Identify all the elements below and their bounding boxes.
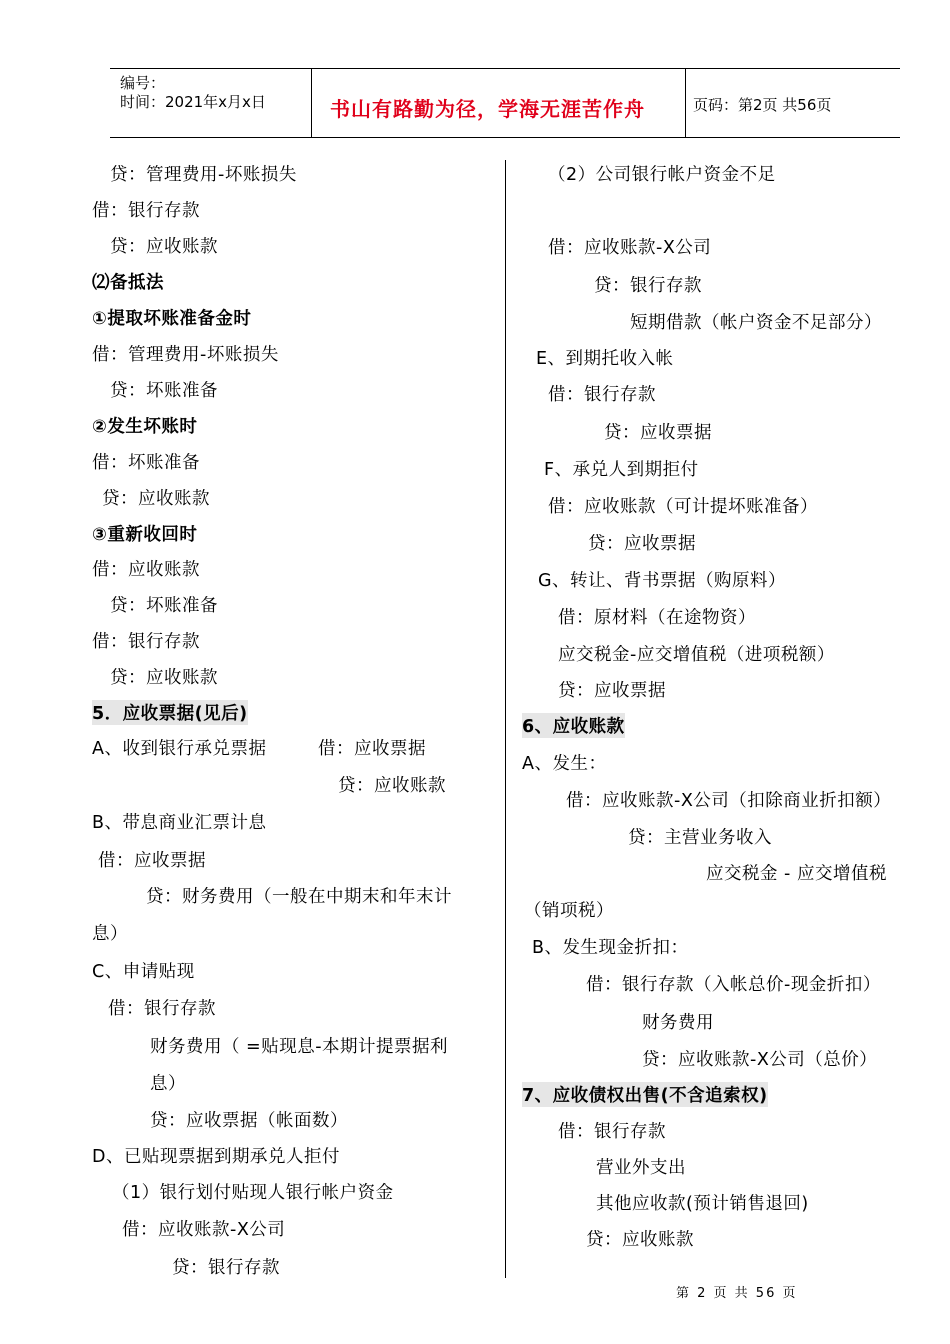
- motto-cell: [311, 69, 686, 137]
- section-heading: ③重新收回时: [92, 525, 198, 545]
- section-heading: ⑵备抵法: [92, 273, 164, 293]
- right-line: B、发生现金折扣：: [532, 938, 689, 958]
- left-line: 借：应收票据: [98, 851, 206, 871]
- right-line: E、到期托收入帐: [536, 349, 674, 369]
- right-line: （销项税）: [524, 901, 614, 921]
- right-line: 贷：应收票据: [558, 681, 666, 701]
- left-line: 贷：应收账款: [110, 237, 218, 257]
- left-line: 财务费用（ =贴现息-本期计提票据利: [150, 1037, 449, 1057]
- right-line: 贷：主营业务收入: [628, 828, 772, 848]
- left-line: 息）: [92, 924, 128, 944]
- left-line: 借：银行存款: [108, 999, 216, 1019]
- right-line: 贷：应收票据: [604, 423, 712, 443]
- section-heading: 6、应收账款: [522, 713, 625, 738]
- left-line: 借：应收账款: [92, 560, 200, 580]
- right-line: 借：原材料（在途物资）: [558, 608, 756, 628]
- page-footer: 第 2 页 共 56 页: [676, 1286, 798, 1301]
- right-line: 其他应收款(预计销售退回): [596, 1194, 809, 1214]
- left-line: 贷：应收票据（帐面数）: [150, 1111, 348, 1131]
- right-line: 财务费用: [642, 1013, 714, 1033]
- right-line: 借：银行存款: [548, 385, 656, 405]
- column-divider: [505, 160, 506, 1278]
- right-line: 营业外支出: [596, 1158, 686, 1178]
- left-line: 借：坏账准备: [92, 453, 200, 473]
- section-heading: ②发生坏账时: [92, 417, 198, 437]
- left-line: 贷：应收账款: [338, 776, 446, 796]
- left-line: 贷：应收账款: [102, 489, 210, 509]
- right-line: 贷：银行存款: [594, 276, 702, 296]
- right-line: 贷：应收账款-X公司（总价）: [642, 1050, 878, 1070]
- left-line: 借：应收票据: [318, 739, 426, 759]
- section-heading: 7、应收债权出售(不含追索权): [522, 1082, 768, 1107]
- right-line: 借：银行存款（入帐总价-现金折扣）: [586, 975, 881, 995]
- right-line: 贷：应收账款: [586, 1230, 694, 1250]
- section-heading: ①提取坏账准备金时: [92, 309, 252, 329]
- left-line: 借：银行存款: [92, 201, 200, 221]
- right-line: A、发生：: [522, 754, 607, 774]
- left-line: （1）银行划付贴现人银行帐户资金: [112, 1183, 394, 1203]
- left-line: 借：应收账款-X公司: [122, 1220, 286, 1240]
- right-line: 应交税金-应交增值税（进项税额）: [558, 645, 835, 665]
- page-info: 页码：第2页 共56页: [693, 96, 832, 114]
- left-line: 息）: [150, 1074, 186, 1094]
- right-line: 借：应收账款-X公司: [548, 238, 712, 258]
- right-line: 借：银行存款: [558, 1122, 666, 1142]
- left-line: 贷：财务费用（一般在中期末和年末计: [146, 887, 452, 907]
- right-line: 贷：应收票据: [588, 534, 696, 554]
- right-line: F、承兑人到期拒付: [544, 460, 699, 480]
- section-heading: 5．应收票据(见后): [92, 700, 248, 725]
- time-label: 时间：2021年x月x日: [120, 93, 266, 111]
- left-line: 贷：管理费用-坏账损失: [110, 165, 297, 185]
- left-line: C、申请贴现: [92, 962, 195, 982]
- left-line: 贷：坏账准备: [110, 596, 218, 616]
- right-line: （2）公司银行帐户资金不足: [548, 165, 776, 185]
- right-line: 应交税金 - 应交增值税: [706, 864, 887, 884]
- left-line: 贷：银行存款: [172, 1258, 280, 1278]
- right-line: G、转让、背书票据（购原料）: [538, 571, 787, 591]
- left-line: 借：银行存款: [92, 632, 200, 652]
- number-label: 编号：: [120, 74, 166, 92]
- motto: 书山有路勤为径，学海无涯苦作舟: [330, 97, 645, 121]
- left-line: B、带息商业汇票计息: [92, 813, 267, 833]
- right-line: 短期借款（帐户资金不足部分）: [630, 313, 882, 333]
- left-line: 贷：应收账款: [110, 668, 218, 688]
- left-line: 贷：坏账准备: [110, 381, 218, 401]
- right-line: 借：应收账款（可计提坏账准备）: [548, 497, 818, 517]
- right-line: 借：应收账款-X公司（扣除商业折扣额）: [566, 791, 892, 811]
- left-line: 借：管理费用-坏账损失: [92, 345, 279, 365]
- left-line: D、已贴现票据到期承兑人拒付: [92, 1147, 340, 1167]
- document-header: [110, 68, 900, 138]
- left-line: A、收到银行承兑票据: [92, 739, 267, 759]
